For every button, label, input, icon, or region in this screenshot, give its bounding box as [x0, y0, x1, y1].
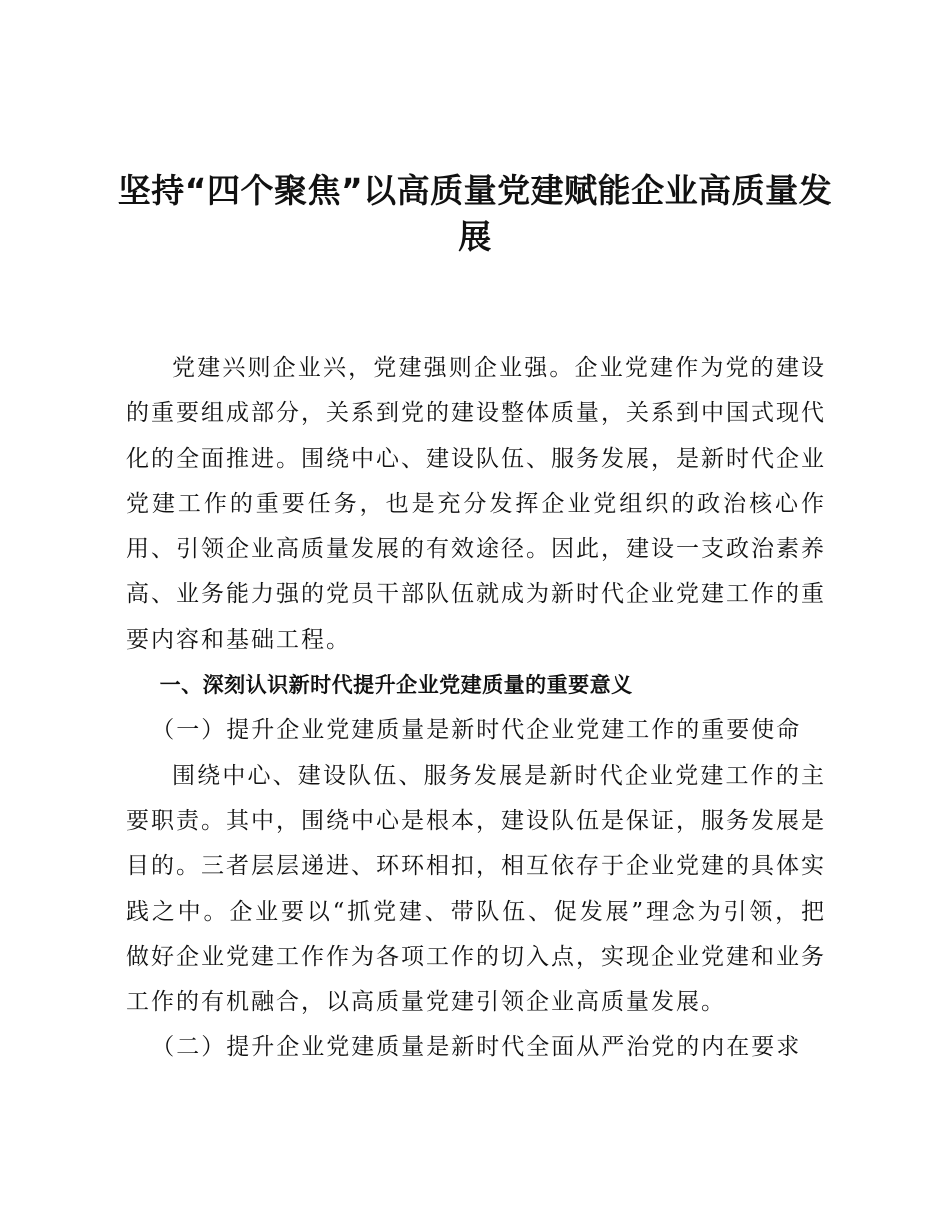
subsection-heading-1: （一）提升企业党建质量是新时代企业党建工作的重要使命 — [151, 717, 802, 744]
subsection-heading-2: （二）提升企业党建质量是新时代全面从严治党的内在要求 — [151, 1034, 802, 1061]
document-title: 坚持“四个聚焦”以高质量党建赋能企业高质量发展 — [117, 171, 833, 256]
body-paragraph: 围绕中心、建设队伍、服务发展是新时代企业党建工作的主要职责。其中，围绕中心是根本，建设队伍是保证，服务发展是目的。三者层层递进、环环相扣，相互依存于企业党建的具体实践之中。企业要以“抓党建、带队伍、促发展”理念为引领，把做好企业党建工作作为各项工作的切入点，实现企业党建和业务工作的有机融合，以高质量党建引领企业高质量发展。 — [126, 762, 826, 1016]
document-body — [126, 346, 826, 1071]
section-heading-1: 一、深刻认识新时代提升企业党建质量的重要意义 — [159, 673, 633, 698]
intro-paragraph: 党建兴则企业兴，党建强则企业强。企业党建作为党的建设的重要组成部分，关系到党的建设整体质量，关系到中国式现代化的全面推进。围绕中心、建设队伍、服务发展，是新时代企业党建工作的重要任务，也是充分发挥企业党组织的政治核心作用、引领企业高质量发展的有效途径。因此，建设一支政治素养高、业务能力强的党员干部队伍就成为新时代企业党建工作的重要内容和基础工程。 — [126, 355, 826, 653]
